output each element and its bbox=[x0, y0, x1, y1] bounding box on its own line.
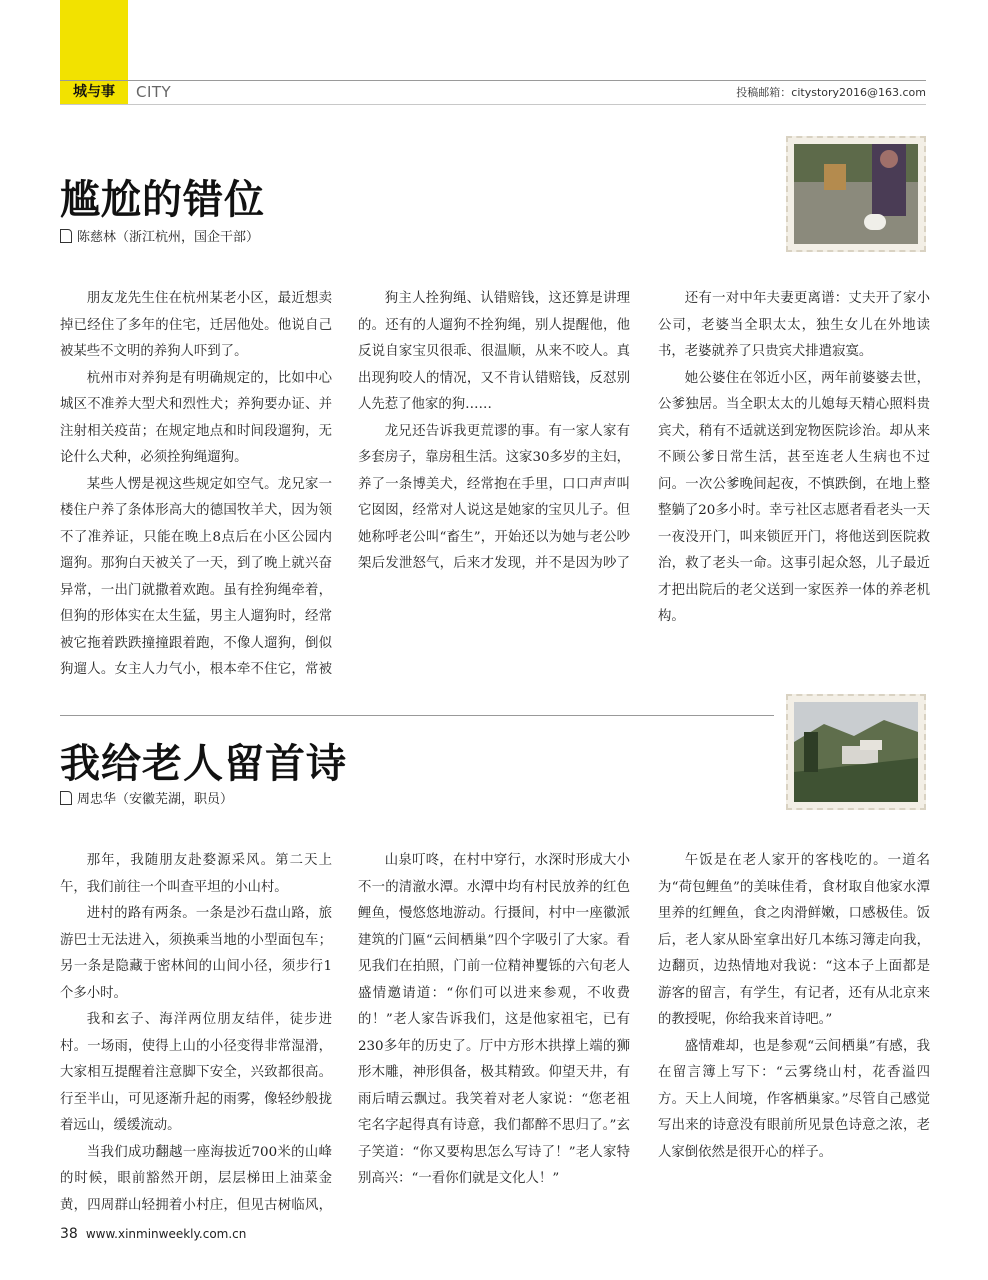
author-icon bbox=[60, 791, 72, 805]
article1-stamp-photo bbox=[786, 136, 926, 252]
article2-paragraph-4: 当我们成功翻越一座海拔近700米的山峰的时候，眼前豁然开朗，层层梯田上油菜金黄，四周群山轻拥着小村庄，但见古树临风， bbox=[60, 1144, 332, 1213]
article2-paragraph-5: 山泉叮咚，在村中穿行，水深时形成大小不一的清澈水潭。水潭中均有村民放养的红色鲤鱼，慢悠悠地游动。行摄间，村中一座徽派建筑的门匾“云间栖巢”四个字吸引了大家。看见我们在拍照，门前一位精神矍铄的六旬老人盛情邀请道：“你们可以进来参观，不收费的！”老人家告诉我们，这是他家祖宅，已有230多年的历史了。厅中方形木拱撑上端的狮形木雕，神形俱备，极其精致。仰望天井，有雨后晴云飘过。我笑着对老人家说：“您老祖宅名字起得真有诗意，我们都醉不思归了。”玄子笑道：“你又要构思怎么写诗了！”老人家特别高兴：“一看你们就是文化人！” bbox=[358, 853, 630, 1186]
article1-paragraph-6: 还有一对中年夫妻更离谱：丈夫开了家小公司，老婆当全职太太，独生女儿在外地读书，老婆就养了只贵宾犬排遣寂寞。 bbox=[658, 291, 930, 359]
article1-paragraph-5: 龙兄还告诉我更荒谬的事。有一家人家有多套房子，靠房租生活。这家30多岁的主妇，养了一条博美犬，经常抱在手里，口口声声叫它囡囡，经常对人说这是她家的宝贝儿子。但她称呼老公叫“畜生”，开始还以为她与老公吵架后发泄怒气，后来才发现，并不是因为吵了 bbox=[358, 423, 630, 571]
article2-author: 周忠华（安徽芜湖，职员） bbox=[77, 792, 234, 807]
section-english: CITY bbox=[136, 83, 172, 101]
article2-paragraph-1: 那年，我随朋友赴婺源采风。第二天上午，我们前往一个叫查平坦的小山村。 bbox=[60, 853, 332, 895]
article-divider bbox=[60, 715, 774, 716]
yellow-corner-block bbox=[60, 0, 128, 80]
author-icon bbox=[60, 229, 72, 243]
article1-paragraph-7: 她公婆住在邻近小区，两年前婆婆去世，公爹独居。当全职太太的儿媳每天精心照料贵宾犬，稍有不适就送到宠物医院诊治。却从来不顾公爹日常生活，甚至连老人生病也不过问。一次公爹晚间起夜，不慎跌倒，在地上整整躺了20多小时。幸亏社区志愿者看老头一天一夜没开门，叫来锁匠开门，将他送到医院救治，救了老头一命。这事引起众怒，儿子最近才把出院后的老父送到一家医养一体的养老机构。 bbox=[658, 370, 930, 624]
header-rule-bottom bbox=[60, 104, 926, 105]
article1-author: 陈慈林（浙江杭州，国企干部） bbox=[77, 230, 260, 245]
article2-stamp-photo bbox=[786, 694, 926, 810]
article2-column-3 bbox=[658, 848, 930, 1166]
article2-byline bbox=[60, 788, 233, 807]
page-number: 38 bbox=[60, 1226, 78, 1242]
article1-paragraph-1: 朋友龙先生住在杭州某老小区，最近想卖掉已经住了多年的住宅，迁居他处。他说自己被某些不文明的养狗人吓到了。 bbox=[60, 291, 332, 359]
article2-paragraph-3: 我和玄子、海洋两位朋友结伴，徒步进村。一场雨，使得上山的小径变得非常湿滑，大家相互提醒着注意脚下安全，兴致都很高。行至半山，可见逐渐升起的雨雾，像轻纱般拢着远山，缓缓流动。 bbox=[60, 1012, 332, 1133]
article1-paragraph-4: 狗主人拴狗绳、认错赔钱，这还算是讲理的。还有的人遛狗不拴狗绳，别人提醒他，他反说自家宝贝很乖、很温顺，从来不咬人。真出现狗咬人的情况，又不肯认错赔钱，反怼别人先惹了他家的狗…… bbox=[358, 291, 630, 412]
article2-paragraph-2: 进村的路有两条。一条是沙石盘山路，旅游巴士无法进入，须换乘当地的小型面包车；另一条是隐藏于密林间的山间小径，须步行1个多小时。 bbox=[60, 906, 332, 1001]
article2-paragraph-6: 午饭是在老人家开的客栈吃的。一道名为“荷包鲤鱼”的美味佳肴，食材取自他家水潭里养的红鲤鱼，食之肉滑鲜嫩，口感极佳。饭后，老人家从卧室拿出好几本练习簿走向我，边翻页，边热情地对我说：“这本子上面都是游客的留言，有学生，有记者，还有从北京来的教授呢，你给我来首诗吧。” bbox=[658, 853, 930, 1027]
contribution-email: 投稿邮箱：citystory2016@163.com bbox=[736, 86, 926, 99]
article1-column-1 bbox=[60, 286, 332, 684]
page-footer bbox=[60, 1226, 246, 1242]
article1-paragraph-3: 某些人愣是视这些规定如空气。龙兄家一楼住户养了条体形高大的德国牧羊犬，因为领不了准养证，只能在晚上8点后在小区公园内遛狗。那狗白天被关了一天，到了晚上就兴奋异常，一出门就撒着欢跑。虽有拴狗绳牵着，但狗的形体实在太生猛，男主人遛狗时，经常被它拖着跌跌撞撞跟着跑，不像人遛狗，倒似狗遛人。女主人力气小，根本牵不住它，常被 bbox=[60, 476, 332, 677]
article1-column-2 bbox=[358, 286, 630, 579]
article1-paragraph-2: 杭州市对养狗是有明确规定的，比如中心城区不准养大型犬和烈性犬；养狗要办证、并注射相关疫苗；在规定地点和时间段遛狗，无论什么犬种，必须拴狗绳遛狗。 bbox=[60, 370, 332, 465]
article1-title: 尴尬的错位 bbox=[60, 176, 265, 223]
article2-column-2 bbox=[358, 848, 630, 1220]
article1-byline bbox=[60, 226, 259, 245]
article2-paragraph-7: 盛情难却，也是参观“云间栖巢”有感，我在留言簿上写下：“云雾绕山村，花香溢四方。天上人间境，作客栖巢家。”尽管自己感觉写出来的诗意没有眼前所见景色诗意之浓，老人家倒依然是很开心的样子。 bbox=[658, 1038, 930, 1160]
article2-title: 我给老人留首诗 bbox=[60, 740, 347, 787]
website-url: www.xinminweekly.com.cn bbox=[85, 1227, 247, 1241]
section-tag: 城与事 bbox=[60, 81, 128, 104]
article1-column-3 bbox=[658, 286, 930, 631]
article2-column-1 bbox=[60, 848, 332, 1220]
